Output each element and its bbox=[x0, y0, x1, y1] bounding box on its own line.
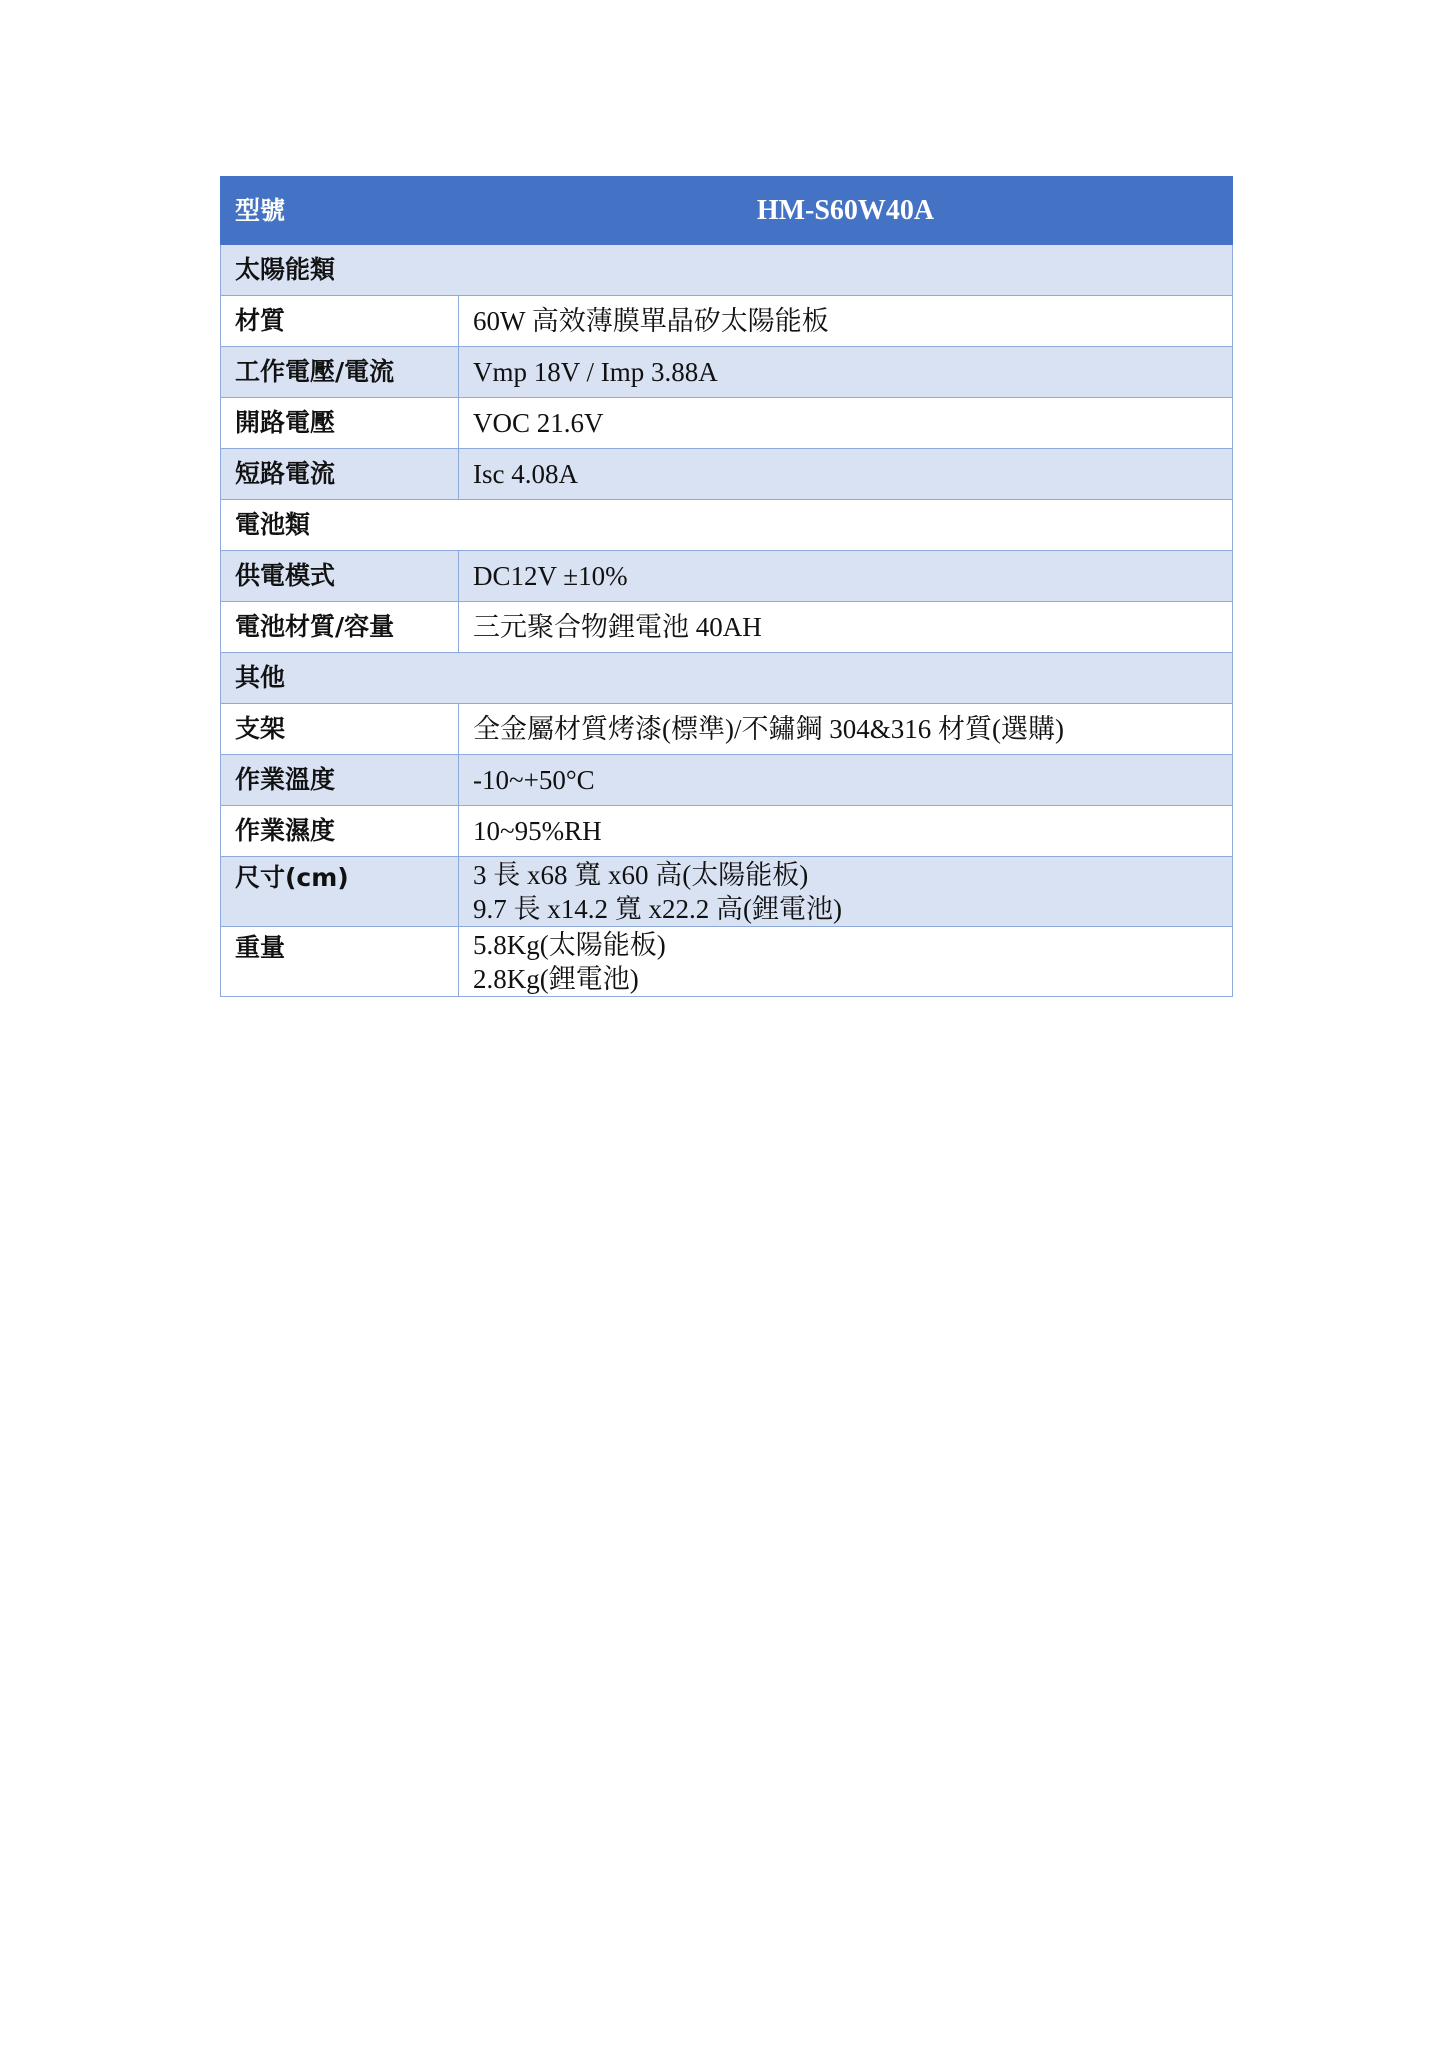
table-row bbox=[221, 347, 1233, 398]
spec-value: VOC 21.6V bbox=[459, 398, 1233, 449]
spec-value-line: 5.8Kg(太陽能板) bbox=[473, 930, 666, 960]
section-row-solar bbox=[221, 245, 1233, 296]
table-row bbox=[221, 398, 1233, 449]
spec-value: DC12V ±10% bbox=[459, 551, 1233, 602]
spec-value-line: 9.7 長 x14.2 寬 x22.2 高(鋰電池) bbox=[473, 894, 842, 924]
spec-label: 電池材質/容量 bbox=[221, 602, 459, 653]
section-row-battery bbox=[221, 500, 1233, 551]
table-header-row bbox=[221, 177, 1233, 245]
section-title: 電池類 bbox=[221, 500, 1233, 551]
spec-value-line: 2.8Kg(鋰電池) bbox=[473, 964, 639, 994]
spec-value: Isc 4.08A bbox=[459, 449, 1233, 500]
spec-value: -10~+50°C bbox=[459, 755, 1233, 806]
section-title: 其他 bbox=[221, 653, 1233, 704]
spec-value: 10~95%RH bbox=[459, 806, 1233, 857]
table-row bbox=[221, 551, 1233, 602]
spec-label: 開路電壓 bbox=[221, 398, 459, 449]
spec-value-line: 3 長 x68 寬 x60 高(太陽能板) bbox=[473, 860, 809, 890]
spec-label: 供電模式 bbox=[221, 551, 459, 602]
spec-label: 尺寸(cm) bbox=[221, 857, 459, 927]
table-row bbox=[221, 704, 1233, 755]
spec-value: 三元聚合物鋰電池 40AH bbox=[459, 602, 1233, 653]
spec-value bbox=[459, 927, 1233, 997]
spec-label: 作業濕度 bbox=[221, 806, 459, 857]
section-row-other bbox=[221, 653, 1233, 704]
spec-value bbox=[459, 857, 1233, 927]
table-row bbox=[221, 449, 1233, 500]
table-row bbox=[221, 806, 1233, 857]
section-title: 太陽能類 bbox=[221, 245, 1233, 296]
spec-table bbox=[220, 176, 1233, 997]
model-number: HM-S60W40A bbox=[459, 177, 1233, 245]
table-row bbox=[221, 296, 1233, 347]
spec-value: 全金屬材質烤漆(標準)/不鏽鋼 304&316 材質(選購) bbox=[459, 704, 1233, 755]
spec-label: 材質 bbox=[221, 296, 459, 347]
table-row bbox=[221, 927, 1233, 997]
spec-label: 重量 bbox=[221, 927, 459, 997]
spec-label: 工作電壓/電流 bbox=[221, 347, 459, 398]
spec-value: Vmp 18V / Imp 3.88A bbox=[459, 347, 1233, 398]
table-row bbox=[221, 755, 1233, 806]
table-row bbox=[221, 602, 1233, 653]
header-label: 型號 bbox=[221, 177, 459, 245]
table-row bbox=[221, 857, 1233, 927]
spec-label: 短路電流 bbox=[221, 449, 459, 500]
spec-value: 60W 高效薄膜單晶矽太陽能板 bbox=[459, 296, 1233, 347]
spec-label: 作業溫度 bbox=[221, 755, 459, 806]
spec-label: 支架 bbox=[221, 704, 459, 755]
